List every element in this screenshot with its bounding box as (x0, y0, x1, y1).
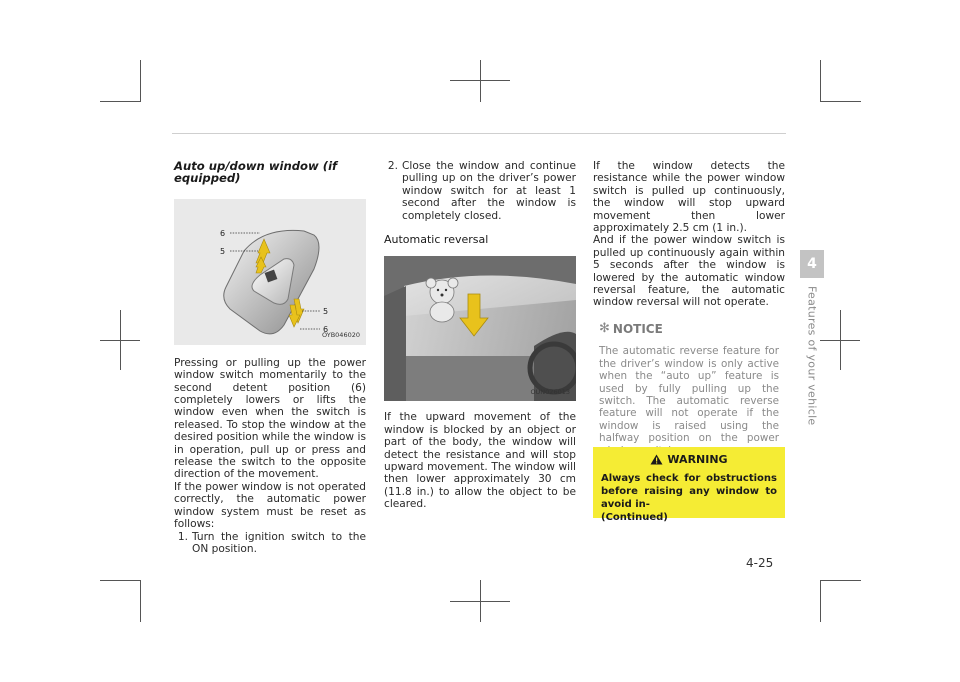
paragraph: If the window detects the resistance while the power window switch is pulled up continuously, the window will stop upward movement then lower approximately 2.5 cm (1 in.). (593, 160, 785, 235)
chapter-tab (800, 250, 824, 278)
fig-label: 5 (323, 306, 329, 316)
column-middle (384, 160, 576, 511)
paragraph: If the power window is not operated correctly, the automatic power window system must be reset as follows: (174, 480, 366, 531)
paragraph: Pressing or pulling up the power window switch momentarily to the second detent position (6) completely lowers or lifts the window even when the switch is released. To stop the window at the desired position while the window is in operation, pull up or press and release the switch to the opposite direction of the movement. (174, 356, 366, 481)
crop-mark (820, 580, 861, 581)
chapter-title: Features of your vehicle (805, 286, 819, 426)
crop-mark (820, 580, 821, 622)
subheading: Automatic reversal (384, 233, 489, 247)
crop-mark (140, 60, 141, 102)
warning-heading (601, 453, 777, 466)
figure-code: OYB046020 (321, 331, 360, 340)
column-right (593, 160, 785, 457)
warning-box (593, 447, 785, 523)
chapter-title-vertical (800, 286, 824, 426)
step-list (384, 160, 576, 222)
registration-mark (820, 340, 860, 341)
car-window-illustration (384, 256, 576, 401)
page-number: 4-25 (746, 556, 774, 570)
registration-mark (450, 601, 510, 602)
paragraph: If the upward movement of the window is blocked by an object or part of the body, the window will detect the resistance and will stop upward movement. The window will then lower approximately 30 cm (11.8 in.) to allow the object to be cleared. (384, 411, 576, 511)
figure-code: OUN026013 (530, 388, 570, 397)
crop-mark (820, 101, 861, 102)
window-switch-illustration (174, 199, 366, 345)
paragraph: And if the power window switch is pulled up continuously again within 5 seconds after the window is lowered by the automatic window reversal feature, the automatic window reversal will not operate. (593, 234, 785, 309)
step-text: Close the window and continue pulling up on the driver’s power window switch for at least 1 second after the window is completely closed. (402, 160, 576, 222)
warning-body: Always check for obstructions before raising any window to avoid in- (601, 473, 777, 510)
notice-heading (593, 320, 785, 336)
warning-title: WARNING (667, 453, 728, 466)
window-reversal-figure (384, 256, 576, 401)
step-text: Turn the ignition switch to the ON position. (192, 530, 366, 555)
fig-label: 6 (323, 324, 329, 334)
notice-body: The automatic reverse feature for the driver’s window is only active when the “auto up” feature is used by fully pulling up the switch. The automatic reverse feature will not operate if the window is raised using the halfway position on the power (599, 345, 779, 445)
fig-label: 6 (220, 228, 226, 238)
header-rule (172, 133, 786, 134)
list-item (384, 160, 576, 222)
step-number: 2. (387, 160, 398, 172)
warning-triangle-icon (650, 454, 663, 465)
column-left (174, 160, 366, 555)
step-list (174, 531, 366, 556)
notice-title: NOTICE (612, 321, 663, 336)
registration-mark (450, 80, 510, 81)
section-title: Auto up/down window (if equipped) (174, 159, 338, 186)
step-number: 1. (177, 530, 188, 543)
crop-mark (140, 580, 141, 622)
crop-mark (100, 101, 141, 102)
notice-icon: ✻ (599, 320, 610, 336)
registration-mark (100, 340, 140, 341)
list-item (174, 531, 366, 556)
crop-mark (100, 580, 141, 581)
chapter-number: 4 (807, 256, 817, 272)
crop-mark (820, 60, 821, 102)
window-switch-figure (174, 199, 366, 345)
registration-mark (480, 60, 481, 102)
warning-continued: (Continued) (601, 512, 668, 523)
fig-label: 5 (220, 246, 226, 256)
